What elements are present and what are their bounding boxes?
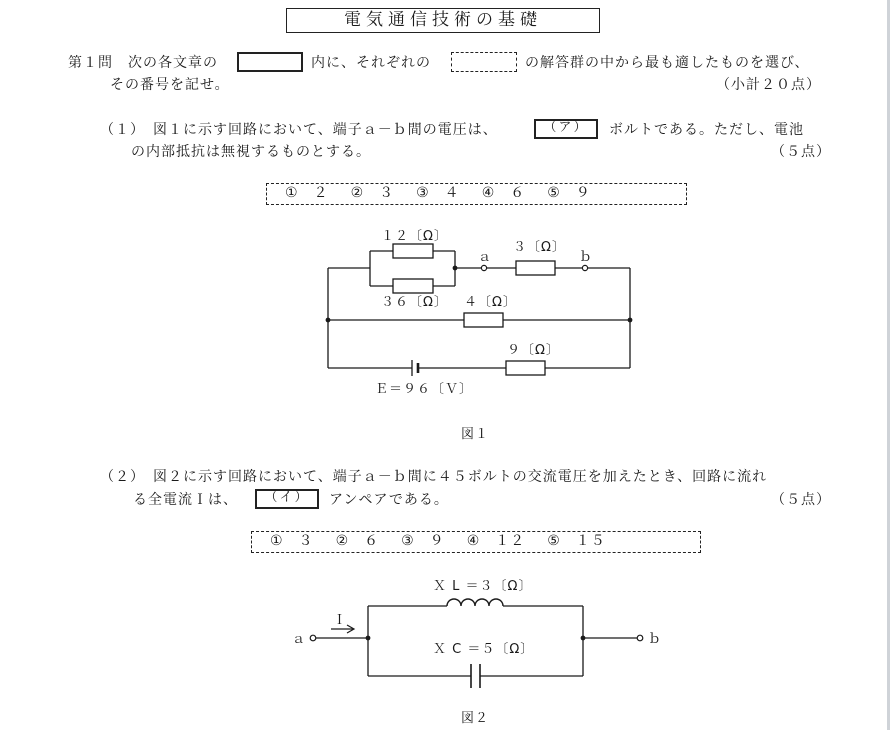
label-12ohm: １２〔Ω〕 [381,229,448,244]
label-terminal-a: ａ [292,632,307,647]
q1-answer-blank[interactable]: （ア） [534,119,598,139]
question-mid: 内に、それぞれの [311,55,431,71]
figure-2-caption: 図２ [461,711,490,726]
q2-line2a: る全電流Ｉは、 [133,492,238,508]
label-terminal-a: ａ [478,250,493,265]
q2-choice[interactable]: ④ １２ [466,533,526,549]
label-terminal-b: ｂ [648,632,663,647]
q2-choice[interactable]: ① ３ [270,533,314,549]
label-emf: Ｅ＝９６〔Ｖ〕 [375,382,474,397]
question-tail: の解答群の中から最も適したものを選び、 [525,55,810,71]
label-xl: Ｘ L ＝３〔Ω〕 [433,579,533,594]
q1-line1b: ボルトである。ただし、電池 [609,122,804,138]
q2-points: （５点） [771,492,831,508]
label-terminal-b: ｂ [579,250,594,265]
q2-choice[interactable]: ③ ９ [401,533,445,549]
q1-points: （５点） [771,144,831,160]
q1-choice[interactable]: ⑤ ９ [547,185,591,201]
q1-choice[interactable]: ④ ６ [481,185,526,201]
q1-choice[interactable]: ② ３ [350,185,395,201]
label-3ohm: ３〔Ω〕 [513,240,566,255]
q2-answer-blank[interactable]: （イ） [255,489,319,509]
q2-line2b: アンペアである。 [329,492,449,508]
q2-choice[interactable]: ② ６ [335,533,380,549]
q2-line1: （２） 図２に示す回路において、端子ａ－ｂ間に４５ボルトの交流電圧を加えたとき、回路に流れ [100,469,768,485]
terminal-b-icon [637,635,643,641]
label-9ohm: ９〔Ω〕 [507,343,560,358]
label-xc: Ｘ C ＝５〔Ω〕 [433,642,535,657]
terminal-a-icon [310,635,316,641]
capacitor-icon [471,664,480,688]
question-line2: その番号を記せ。 [110,77,230,93]
q1-line1a: （１） 図１に示す回路において、端子ａ－ｂ間の電圧は、 [100,122,498,138]
page-title: 電気通信技術の基礎 [286,8,600,33]
label-36ohm: ３６〔Ω〕 [381,295,448,310]
label-4ohm: ４〔Ω〕 [464,295,517,310]
q1-choice[interactable]: ③ ４ [416,185,460,201]
fig2-junctions [366,636,586,641]
figure-1-caption: 図１ [461,427,490,442]
question-points: （小計２０点） [716,77,821,93]
q1-line2: の内部抵抗は無視するものとする。 [131,144,371,160]
q2-choice[interactable]: ⑤ １５ [547,533,606,549]
inductor-icon [447,599,503,606]
question-head: 第１問 次の各文章の [68,55,218,71]
q1-choice[interactable]: ① ２ [285,185,329,201]
label-current: Ｉ [333,613,348,628]
